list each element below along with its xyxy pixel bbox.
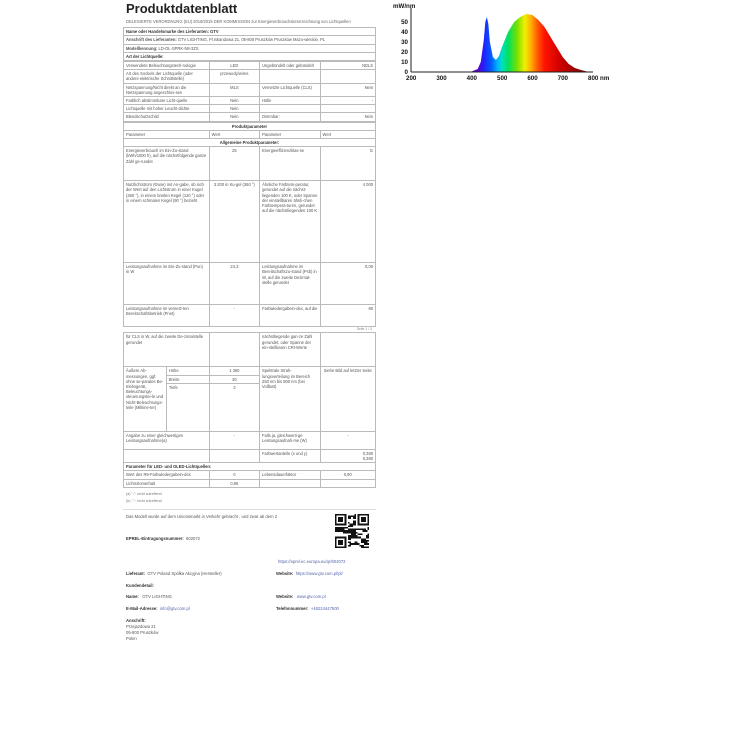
phone-row bbox=[276, 606, 339, 611]
param-value: 24,3 bbox=[209, 263, 259, 305]
name-row bbox=[126, 594, 172, 599]
param-label-2: Vernetzte Lichtquelle (CLS) bbox=[260, 83, 320, 96]
footnote-a: (a) "-": nicht zutreffend bbox=[126, 491, 162, 496]
param-value-2: 4 000 bbox=[320, 181, 375, 263]
x-tick-label: 400 bbox=[466, 75, 477, 82]
empty-cell bbox=[124, 449, 210, 462]
general-param-row bbox=[124, 181, 376, 263]
param-value-2 bbox=[320, 105, 375, 113]
param-label-2 bbox=[260, 105, 320, 113]
equiv-right-value: - bbox=[320, 431, 375, 449]
empty-cell bbox=[320, 479, 375, 487]
param-label: Verwendete Beleuchtungstech-nologie bbox=[124, 62, 210, 70]
lumen-maint-label: Lichtstromerhalt bbox=[124, 479, 210, 487]
param-label: Blendschutzschild bbox=[124, 113, 210, 121]
website2-label: Website: bbox=[276, 594, 294, 600]
param-label: Lichtquelle mit hoher Leucht-dichte bbox=[124, 105, 210, 113]
x-tick-label: 200 bbox=[406, 75, 417, 82]
spectral-label: Spektrale Strah-lungsverteilung im Bereich 250 nm bis 800 nm (bei Volllast) bbox=[260, 367, 320, 431]
name-label: Name: bbox=[126, 594, 139, 600]
param-value: 25 bbox=[209, 147, 259, 181]
cont-param: für CLS in W, auf die zweite De-zimalstelle gerundet bbox=[124, 333, 210, 367]
param-value: MLS bbox=[209, 83, 259, 96]
eprel-label: EPREL-Eintragungsnummer: bbox=[126, 536, 184, 542]
param-value: Nein bbox=[209, 97, 259, 105]
supplier-table bbox=[123, 27, 376, 61]
footer-intro: Das Modell wurde auf dem Unionsmarkt in Verkehr gebracht , und zwar ab dem 2 bbox=[126, 514, 278, 520]
lifetime-value: 0,90 bbox=[320, 471, 375, 479]
light-source-type: Art der Lichtquelle: bbox=[124, 52, 376, 60]
phone-link[interactable]: +48224447500 bbox=[310, 606, 339, 612]
equiv-left-value: - bbox=[209, 431, 259, 449]
qr-code[interactable] bbox=[335, 514, 369, 548]
model-value: LD-OL-SPRK-N8-3ZS bbox=[158, 45, 199, 51]
y-axis-label: mW/nm bbox=[393, 3, 416, 10]
equiv-left-label: Angabe zu einer gleichwertigen Leistungsaufnahme(a) bbox=[124, 431, 210, 449]
address-line: Przejazdowa 21 bbox=[126, 624, 156, 630]
model-label: Modellkennung: bbox=[126, 45, 158, 51]
cont-value2 bbox=[320, 333, 375, 367]
param-value-2: - bbox=[320, 97, 375, 105]
type-table bbox=[123, 61, 376, 122]
lifetime-label: Lebensdauerfaktor bbox=[260, 471, 320, 479]
name-value: GTV LIGHTING bbox=[142, 594, 172, 600]
y-tick-label: 10 bbox=[401, 59, 408, 67]
param-label-2: Energieeffizienzklas-se bbox=[260, 147, 320, 181]
params-table-continued bbox=[123, 332, 376, 487]
y-ticks bbox=[401, 19, 408, 76]
y-tick-label: 40 bbox=[401, 29, 408, 37]
website-link[interactable]: https://www.gtv.com.pl/pl/ bbox=[295, 571, 343, 577]
supplier-address: GTV LIGHTING, Pl.Iskandowa 21, 05-800 Pruszków Pruszków Mazo-wieckie, PL bbox=[177, 37, 326, 43]
col-param: Parameter bbox=[124, 130, 210, 138]
type-row bbox=[124, 113, 376, 121]
param-label-2: Ähnliche Farbtem-peratur, gerundet auf die nächst-liegenden 100 K, oder Spanne der einstellbaren ähnli-chen Farbtempera-turen, gerundet auf die nächstliegenden 100 K bbox=[260, 181, 320, 263]
website2-link[interactable]: www.gtv.com.pl bbox=[296, 594, 326, 600]
type-row bbox=[124, 105, 376, 113]
empty-cell bbox=[209, 449, 259, 462]
dim-name-depth: Tiefe bbox=[166, 383, 209, 431]
dim-value-width: 30 bbox=[209, 375, 259, 383]
param-value: przewody/wires bbox=[209, 70, 259, 83]
param-label-2: Farbwiedergabein-dex, auf die bbox=[260, 305, 320, 327]
col-value: Wert bbox=[209, 130, 259, 138]
param-value-2: 80 bbox=[320, 305, 375, 327]
param-label: Leistungsaufnahme im Ein-Zu-stand (Pon) in W bbox=[124, 263, 210, 305]
product-params-header: Produktparameter bbox=[124, 122, 376, 130]
dim-value-depth: 3 bbox=[209, 383, 259, 431]
x-tick-label: 700 bbox=[557, 75, 568, 82]
param-label: Netzspannung/Nicht direkt an die Netzspannung angeschlos-sen bbox=[124, 83, 210, 96]
cont-value bbox=[209, 333, 259, 367]
type-row bbox=[124, 62, 376, 70]
empty-cell bbox=[260, 479, 320, 487]
x-ticks bbox=[406, 75, 610, 82]
general-param-row bbox=[124, 263, 376, 305]
equiv-right-label: Falls ja, gleichwerti-ge Leistungsaufnah-me (W) bbox=[260, 431, 320, 449]
param-label: Leistungsaufnahme im vernetz-ten Bereitschaftsbetrieb (Pnet) bbox=[124, 305, 210, 327]
address-line: 05-800 Pruszków bbox=[126, 630, 159, 636]
phone-label: Telefonnummer: bbox=[276, 606, 309, 612]
lumen-maint-value: 0,96 bbox=[209, 479, 259, 487]
param-value: 3 200 in Ku-gel (360 °) bbox=[209, 181, 259, 263]
param-label-2: Dimmbar: bbox=[260, 113, 320, 121]
col-param2: Parameter bbox=[260, 130, 320, 138]
website2-row bbox=[276, 594, 326, 599]
supplier-name: Name oder Handelsmarke des Lieferanten: GTV bbox=[124, 28, 376, 36]
col-value2: Wert bbox=[320, 130, 375, 138]
cont-param2: nächstliegende gan-ze Zahl gerundet, oder Spanne der ein-stellbaren CRI-Werte bbox=[260, 333, 320, 367]
chroma-y: 0,380 bbox=[362, 456, 373, 462]
email-label: E-Mail-Adresse: bbox=[126, 606, 158, 612]
general-params-header: Allgemeine Produktparameter: bbox=[124, 139, 376, 147]
contact-header bbox=[126, 583, 154, 588]
contact-header-text: Kundendetail: bbox=[126, 583, 154, 589]
chroma-values bbox=[320, 449, 375, 462]
y-tick-label: 20 bbox=[401, 49, 408, 57]
param-value: Nein bbox=[209, 113, 259, 121]
doc-title: Produktdatenblatt bbox=[126, 1, 238, 16]
spectrum-area bbox=[466, 14, 587, 72]
y-tick-label: 50 bbox=[401, 19, 408, 27]
r9-value: 0 bbox=[209, 471, 259, 479]
address-line: Polen bbox=[126, 636, 137, 642]
type-row bbox=[124, 70, 376, 83]
param-label-2: Hülle bbox=[260, 97, 320, 105]
supplier-address-cell bbox=[124, 36, 376, 44]
dim-value-height: 1 360 bbox=[209, 367, 259, 375]
supplier-row bbox=[126, 571, 222, 576]
y-tick-label: 0 bbox=[404, 69, 408, 77]
led-params-header: Parameter für LED- und OLED-Lichtquellen: bbox=[124, 463, 376, 471]
param-value-2: NDLS bbox=[320, 62, 375, 70]
dim-name-width: Breite bbox=[166, 375, 209, 383]
spectrum-chart bbox=[380, 0, 610, 90]
general-param-row bbox=[124, 305, 376, 327]
x-tick-label: 500 bbox=[497, 75, 508, 82]
website-label: Website: bbox=[276, 571, 294, 577]
eprel-value: 602072 bbox=[186, 536, 201, 542]
doc-footer bbox=[123, 509, 376, 647]
param-value-2 bbox=[320, 70, 375, 83]
supplier-value: GTV Poland Spółka Akcyjna (Hersteller) bbox=[147, 571, 222, 577]
type-row bbox=[124, 83, 376, 96]
param-value-2: Nein bbox=[320, 113, 375, 121]
general-param-row bbox=[124, 147, 376, 181]
param-value-2: 0,00 bbox=[320, 263, 375, 305]
footnote-b: (b) "-": nicht zutreffend bbox=[126, 499, 162, 504]
type-row bbox=[124, 97, 376, 105]
page-number: Seite 1 / 3 bbox=[356, 327, 372, 332]
x-tick-label: 600 bbox=[527, 75, 538, 82]
r9-label: Wert des R9-Farbwiedergabein-dex bbox=[124, 471, 210, 479]
dims-label: Äußere Ab-messungen, ggf. ohne se-parates Be-triebsgerät, Beleuchtungs-steuerungstei-le und Nicht-Beleuchtungs-teile (Millime-ter) bbox=[124, 367, 167, 431]
spectrum-plot bbox=[380, 0, 610, 90]
website-row bbox=[276, 571, 343, 576]
dim-name-height: Höhe bbox=[166, 367, 209, 375]
chroma-x: 0,380 bbox=[362, 450, 373, 456]
x-tick-label: 800 nm bbox=[588, 75, 610, 82]
param-label-2: Ungebündelt oder gebündelt bbox=[260, 62, 320, 70]
supplier-address-label: Anschrift des Lieferanten: bbox=[126, 37, 177, 43]
param-value: LED bbox=[209, 62, 259, 70]
email-row bbox=[126, 606, 190, 611]
model-cell bbox=[124, 44, 376, 52]
params-table bbox=[123, 122, 376, 328]
x-tick-label: 300 bbox=[436, 75, 447, 82]
param-label: Nutzlichtstrom (Φuse) mit An-gabe, ob sich der Wert auf den Lichtstrom in einer Kugel (360 °), in einem breiten Kegel (120 °) oder in einem schmalen Kegel (90 °) bezieht bbox=[124, 181, 210, 263]
address-label: Anschrift: bbox=[126, 618, 146, 624]
param-value-2: E bbox=[320, 147, 375, 181]
param-label-2 bbox=[260, 70, 320, 83]
param-label: Farblich abstimmbare Licht-quelle bbox=[124, 97, 210, 105]
param-label: Energieverbrauch im Ein-Zu-stand (kWh/1000 h), auf die nächstfolgende ganze Zahl ge-rundet bbox=[124, 147, 210, 181]
product-datasheet bbox=[123, 0, 376, 736]
spectral-value: Siehe Bild auf letzter Seite bbox=[320, 367, 375, 431]
param-value: Nein bbox=[209, 105, 259, 113]
y-tick-label: 30 bbox=[401, 39, 408, 47]
eprel-link[interactable]: https://eprel.ec.europa.eu/qr/602072 bbox=[278, 559, 346, 565]
param-label: Art des Sockels der Lichtquelle (oder andere elektrische Schnittstelle) bbox=[124, 70, 210, 83]
email-link[interactable]: info@gtv.com.pl bbox=[159, 606, 190, 612]
param-label-2: Leistungsaufnahme im Bereitschaftszu-stand (Psb) in W, auf die zweite Dezimal-stelle gerundet bbox=[260, 263, 320, 305]
param-value-2: Nein bbox=[320, 83, 375, 96]
chroma-label: Farbwertanteile (x und y) bbox=[260, 449, 320, 462]
doc-subtitle: DELEGIERTE VERORDNUNG (EU) 2019/2015 DER KOMMISSION zur Energieverbrauchskennzeichnung von Lichtquellen bbox=[126, 19, 351, 24]
eprel-row bbox=[126, 536, 200, 541]
param-value: - bbox=[209, 305, 259, 327]
address-label-row bbox=[126, 618, 146, 623]
supplier-label: Lieferant: bbox=[126, 571, 146, 577]
